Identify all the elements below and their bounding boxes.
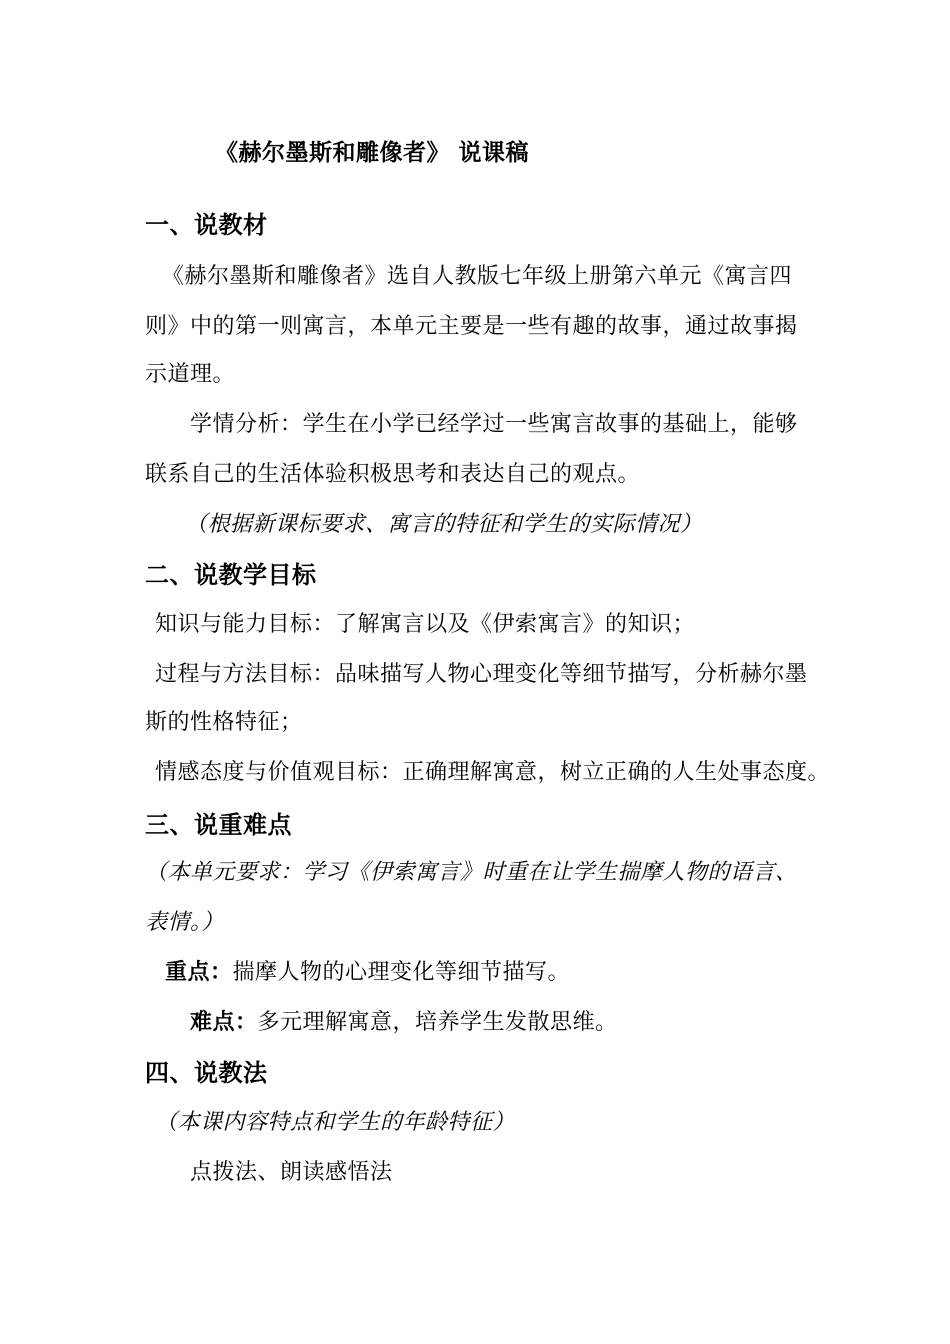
document-title: 《赫尔墨斯和雕像者》 说课稿 — [215, 140, 530, 166]
paragraph-line: 《赫尔墨斯和雕像者》选自人教版七年级上册第六单元《寓言四 — [162, 264, 793, 289]
key-point-line — [165, 958, 570, 988]
italic-note: （本单元要求：学习《伊索寓言》时重在让学生揣摩人物的语言、 — [145, 860, 798, 885]
section-heading-teaching-methods: 四、说教法 — [145, 1059, 268, 1087]
paragraph-line: 点拨法、朗读感悟法 — [190, 1160, 393, 1185]
key-point-text: 揣摩人物的心理变化等细节描写。 — [232, 960, 571, 985]
key-point-label: 重点： — [165, 960, 233, 985]
difficult-point-line — [190, 1008, 618, 1038]
italic-note: 表情。） — [145, 910, 225, 935]
paragraph-line: 情感态度与价值观目标：正确理解寓意，树立正确的人生处事态度。 — [155, 760, 831, 785]
paragraph-line: 则》中的第一则寓言，本单元主要是一些有趣的故事，通过故事揭 — [145, 314, 798, 339]
section-heading-textbook: 一、说教材 — [145, 211, 268, 239]
italic-note: （根据新课标要求、寓言的特征和学生的实际情况） — [185, 512, 703, 537]
section-heading-teaching-goals: 二、说教学目标 — [145, 561, 317, 589]
paragraph-line: 学情分析：学生在小学已经学过一些寓言故事的基础上，能够 — [190, 412, 798, 437]
difficult-point-label: 难点： — [190, 1010, 258, 1035]
paragraph-line: 斯的性格特征； — [145, 710, 303, 735]
difficult-point-text: 多元理解寓意，培养学生发散思维。 — [257, 1010, 618, 1035]
italic-note: （本课内容特点和学生的年龄特征） — [155, 1110, 516, 1135]
paragraph-line: 知识与能力目标：了解寓言以及《伊索寓言》的知识； — [155, 612, 696, 637]
paragraph-line: 过程与方法目标：品味描写人物心理变化等细节描写，分析赫尔墨 — [155, 662, 808, 687]
section-heading-key-difficult-points: 三、说重难点 — [145, 811, 292, 839]
paragraph-line: 联系自己的生活体验积极思考和表达自己的观点。 — [145, 462, 641, 487]
paragraph-line: 示道理。 — [145, 362, 236, 387]
